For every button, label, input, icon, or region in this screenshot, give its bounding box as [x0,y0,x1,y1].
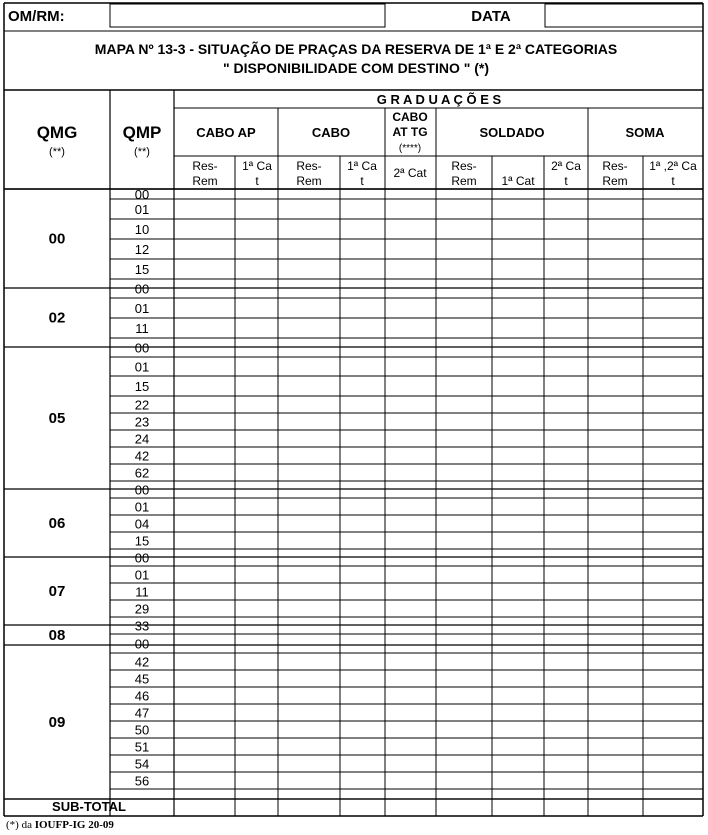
sub-soma-a: 1ª ,2ª Ca [649,159,697,173]
qmp-05-23-label: 23 [134,414,150,430]
qmp-09-51-label: 51 [134,739,150,755]
qmg-header: QMG [36,123,78,142]
qmp-09-47-label: 47 [134,705,150,721]
qmp-06-00-label: 00 [134,482,150,498]
sub-res-rem-3a: Res- [451,159,477,173]
qmp-05-15-label: 15 [134,379,150,394]
soma-header: SOMA [625,125,665,140]
footnote [6,819,114,831]
qmp-08-33-label: 33 [134,618,150,634]
sub-res-rem-2a: Res- [296,159,322,173]
sub-soldado-cat2a: 2ª Ca [551,159,581,173]
qmg-07-label: 07 [48,583,66,600]
qmp-09-56-label: 56 [134,773,150,789]
qmg-note: (**) [49,146,65,158]
qmp-00-15-label: 15 [134,262,150,277]
qmp-note: (**) [134,146,150,158]
sub-res-rem-4b: Rem [602,174,628,188]
data-field[interactable] [545,4,703,27]
qmp-05-42-label: 42 [134,448,150,464]
qmp-09-45-label: 45 [134,671,150,687]
sub-cat1-2a: 1ª Ca [347,159,377,173]
qmp-07-29-label: 29 [134,601,150,617]
sub-cat1-1b: t [255,174,259,188]
om-rm-field[interactable] [110,4,385,27]
sub-soldado-cat1: 1ª Cat [501,174,535,188]
qmg-02-label: 02 [48,309,66,327]
qmp-02-01-label: 01 [134,301,150,316]
qmp-07-00-label: 00 [134,550,150,566]
qmp-00-12-label: 12 [134,242,150,257]
qmp-09-46-label: 46 [134,688,150,704]
qmp-00-01-label: 01 [134,202,150,217]
qmp-02-11-label: 11 [135,321,149,336]
qmg-05-label: 05 [48,410,66,427]
cabo-ap-header: CABO AP [196,125,256,140]
sub-res-rem-2b: Rem [296,174,322,188]
cabo-at-tg-header-1: CABO [392,110,428,124]
om-rm-label: OM/RM: [8,8,65,25]
qmp-02-00-label: 00 [134,281,150,297]
sub-soldado-cat2b: t [564,174,568,188]
qmg-06-label: 06 [48,515,66,532]
sub-cat2-at-tg: 2ª Cat [393,166,427,180]
cabo-at-tg-header-3: (****) [398,143,422,154]
sub-cat1-1a: 1ª Ca [242,159,272,173]
sub-res-rem-3b: Rem [451,174,477,188]
qmp-05-01-label: 01 [134,359,150,375]
qmp-05-24-label: 24 [134,431,150,447]
soldado-header: SOLDADO [479,125,545,140]
sub-res-rem-4a: Res- [602,159,628,173]
data-label: DATA [471,8,511,25]
grid-lines [4,3,703,816]
form-subtitle: " DISPONIBILIDADE COM DESTINO " (*) [222,60,490,76]
subtotal-label: SUB-TOTAL [52,799,126,814]
qmp-07-11-label: 11 [135,584,149,600]
qmp-05-62-label: 62 [134,465,150,481]
qmp-09-54-label: 54 [134,756,150,772]
cabo-at-tg-header-2: AT TG [392,125,428,139]
qmg-00-label: 00 [48,230,66,248]
sub-res-rem-1b: Rem [192,174,218,188]
qmp-00-00-label: 00 [134,187,150,202]
qmp-05-22-label: 22 [134,397,150,413]
qmp-09-00-label: 00 [134,636,150,652]
qmp-header: QMP [122,123,162,142]
qmp-09-50-label: 50 [134,722,150,738]
sub-soma-b: t [671,174,675,188]
cabo-header: CABO [311,125,351,140]
qmp-06-01-label: 01 [134,499,150,515]
qmp-06-04-label: 04 [134,516,150,532]
footnote-ref: IOUFP-IG 20-09 [34,819,114,831]
graduacoes-header: G R A D U A Ç Õ E S [376,92,502,107]
form-title: MAPA Nº 13-3 - SITUAÇÃO DE PRAÇAS DA RESERVA DE 1ª E 2ª CATEGORIAS [94,41,618,57]
qmp-00-10-label: 10 [134,222,150,237]
qmp-07-01-label: 01 [134,567,150,583]
qmp-05-00-label: 00 [134,340,150,356]
qmg-09-label: 09 [48,714,66,731]
qmp-06-15-label: 15 [134,533,150,549]
sub-cat1-2b: t [360,174,364,188]
sub-res-rem-1a: Res- [192,159,218,173]
footnote-prefix: (*) da [6,819,32,831]
qmg-08-label: 08 [48,627,66,644]
qmp-09-42-label: 42 [134,654,150,670]
